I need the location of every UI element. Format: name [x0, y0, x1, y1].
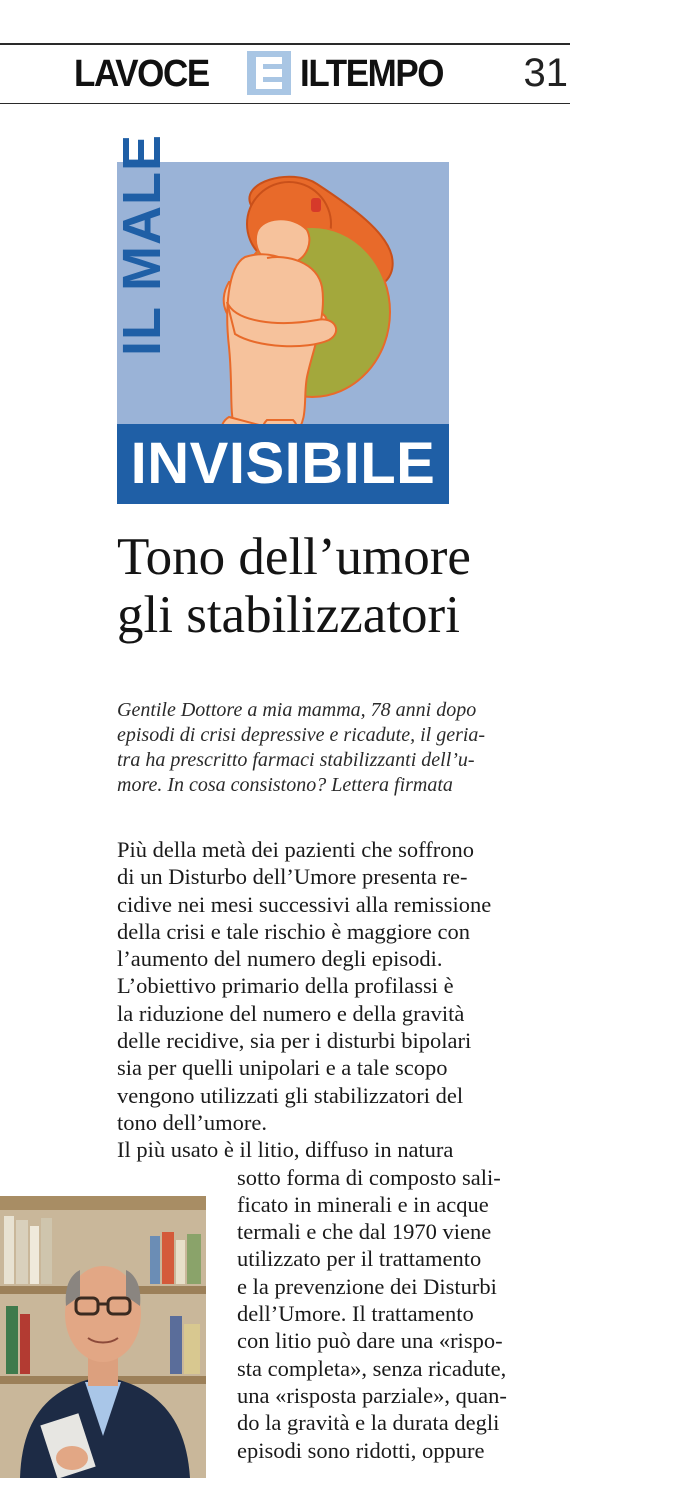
- feature-label-invisibile: INVISIBILE: [117, 424, 449, 504]
- body-line: do la gravità e la durata degli: [237, 1410, 500, 1436]
- body-line: sta completa», senza ricadute,: [237, 1355, 507, 1381]
- letter-line: Gentile Dottore a mia mamma, 78 anni dopo: [117, 699, 477, 721]
- body-line: delle recidive, sia per i disturbi bipolari: [117, 1028, 472, 1054]
- masthead-brand-right: ILTEMPO: [300, 53, 444, 95]
- body-line: episodi sono ridotti, oppure: [237, 1437, 485, 1463]
- article-headline: [117, 528, 587, 644]
- body-line: la riduzione del numero e della gravità: [117, 1000, 465, 1026]
- body-line: dell’Umore. Il trattamento: [237, 1301, 474, 1327]
- body-line: tono dell’umore.: [117, 1109, 267, 1135]
- masthead-brand-left: LAVOCE: [74, 53, 209, 95]
- body-line: sia per quelli unipolari e a tale scopo: [117, 1055, 448, 1081]
- body-line: Più della metà dei pazienti che soffrono: [117, 837, 474, 862]
- masthead-top-rule: [0, 43, 570, 45]
- reader-letter: [117, 698, 567, 798]
- body-line: una «risposta parziale», quan-: [237, 1382, 507, 1408]
- author-portrait-image: [0, 1196, 206, 1478]
- headline-line: gli stabilizzatori: [117, 586, 460, 644]
- masthead: [74, 49, 570, 99]
- feature-label-il-male: IL MALE: [112, 134, 172, 356]
- body-line: l’aumento del numero degli episodi.: [117, 946, 443, 972]
- letter-line: tra ha prescritto farmaci stabilizzanti dell’u-: [117, 749, 475, 771]
- headline-line: Tono dell’umore: [117, 528, 471, 586]
- letter-line: episodi di crisi depressive e ricadute, il geria-: [117, 724, 486, 746]
- masthead-bottom-rule: [0, 103, 570, 104]
- body-line: della crisi e tale rischio è maggiore con: [117, 918, 470, 944]
- newspaper-logo-icon: [247, 51, 291, 95]
- body-line: L’obiettivo primario della profilassi è: [117, 973, 454, 999]
- author-photo: [0, 1196, 206, 1478]
- letter-line: more. In cosa consistono? Lettera firmata: [117, 774, 453, 796]
- body-line: utilizzato per il trattamento: [237, 1246, 482, 1272]
- body-line: Il più usato è il litio, diffuso in natura: [117, 1137, 454, 1163]
- body-line: vengono utilizzati gli stabilizzatori del: [117, 1082, 464, 1108]
- page-number: 31: [523, 51, 568, 95]
- body-line: cidive nei mesi successivi alla remissione: [117, 891, 492, 917]
- body-line: termali e che dal 1970 viene: [237, 1219, 492, 1245]
- body-line: sotto forma di composto sali-: [237, 1164, 501, 1190]
- body-line: e la prevenzione dei Disturbi: [237, 1273, 497, 1299]
- body-line: ficato in minerali e in acque: [237, 1191, 489, 1217]
- body-line: di un Disturbo dell’Umore presenta re-: [117, 864, 468, 890]
- body-line: con litio può dare una «rispo-: [237, 1328, 503, 1354]
